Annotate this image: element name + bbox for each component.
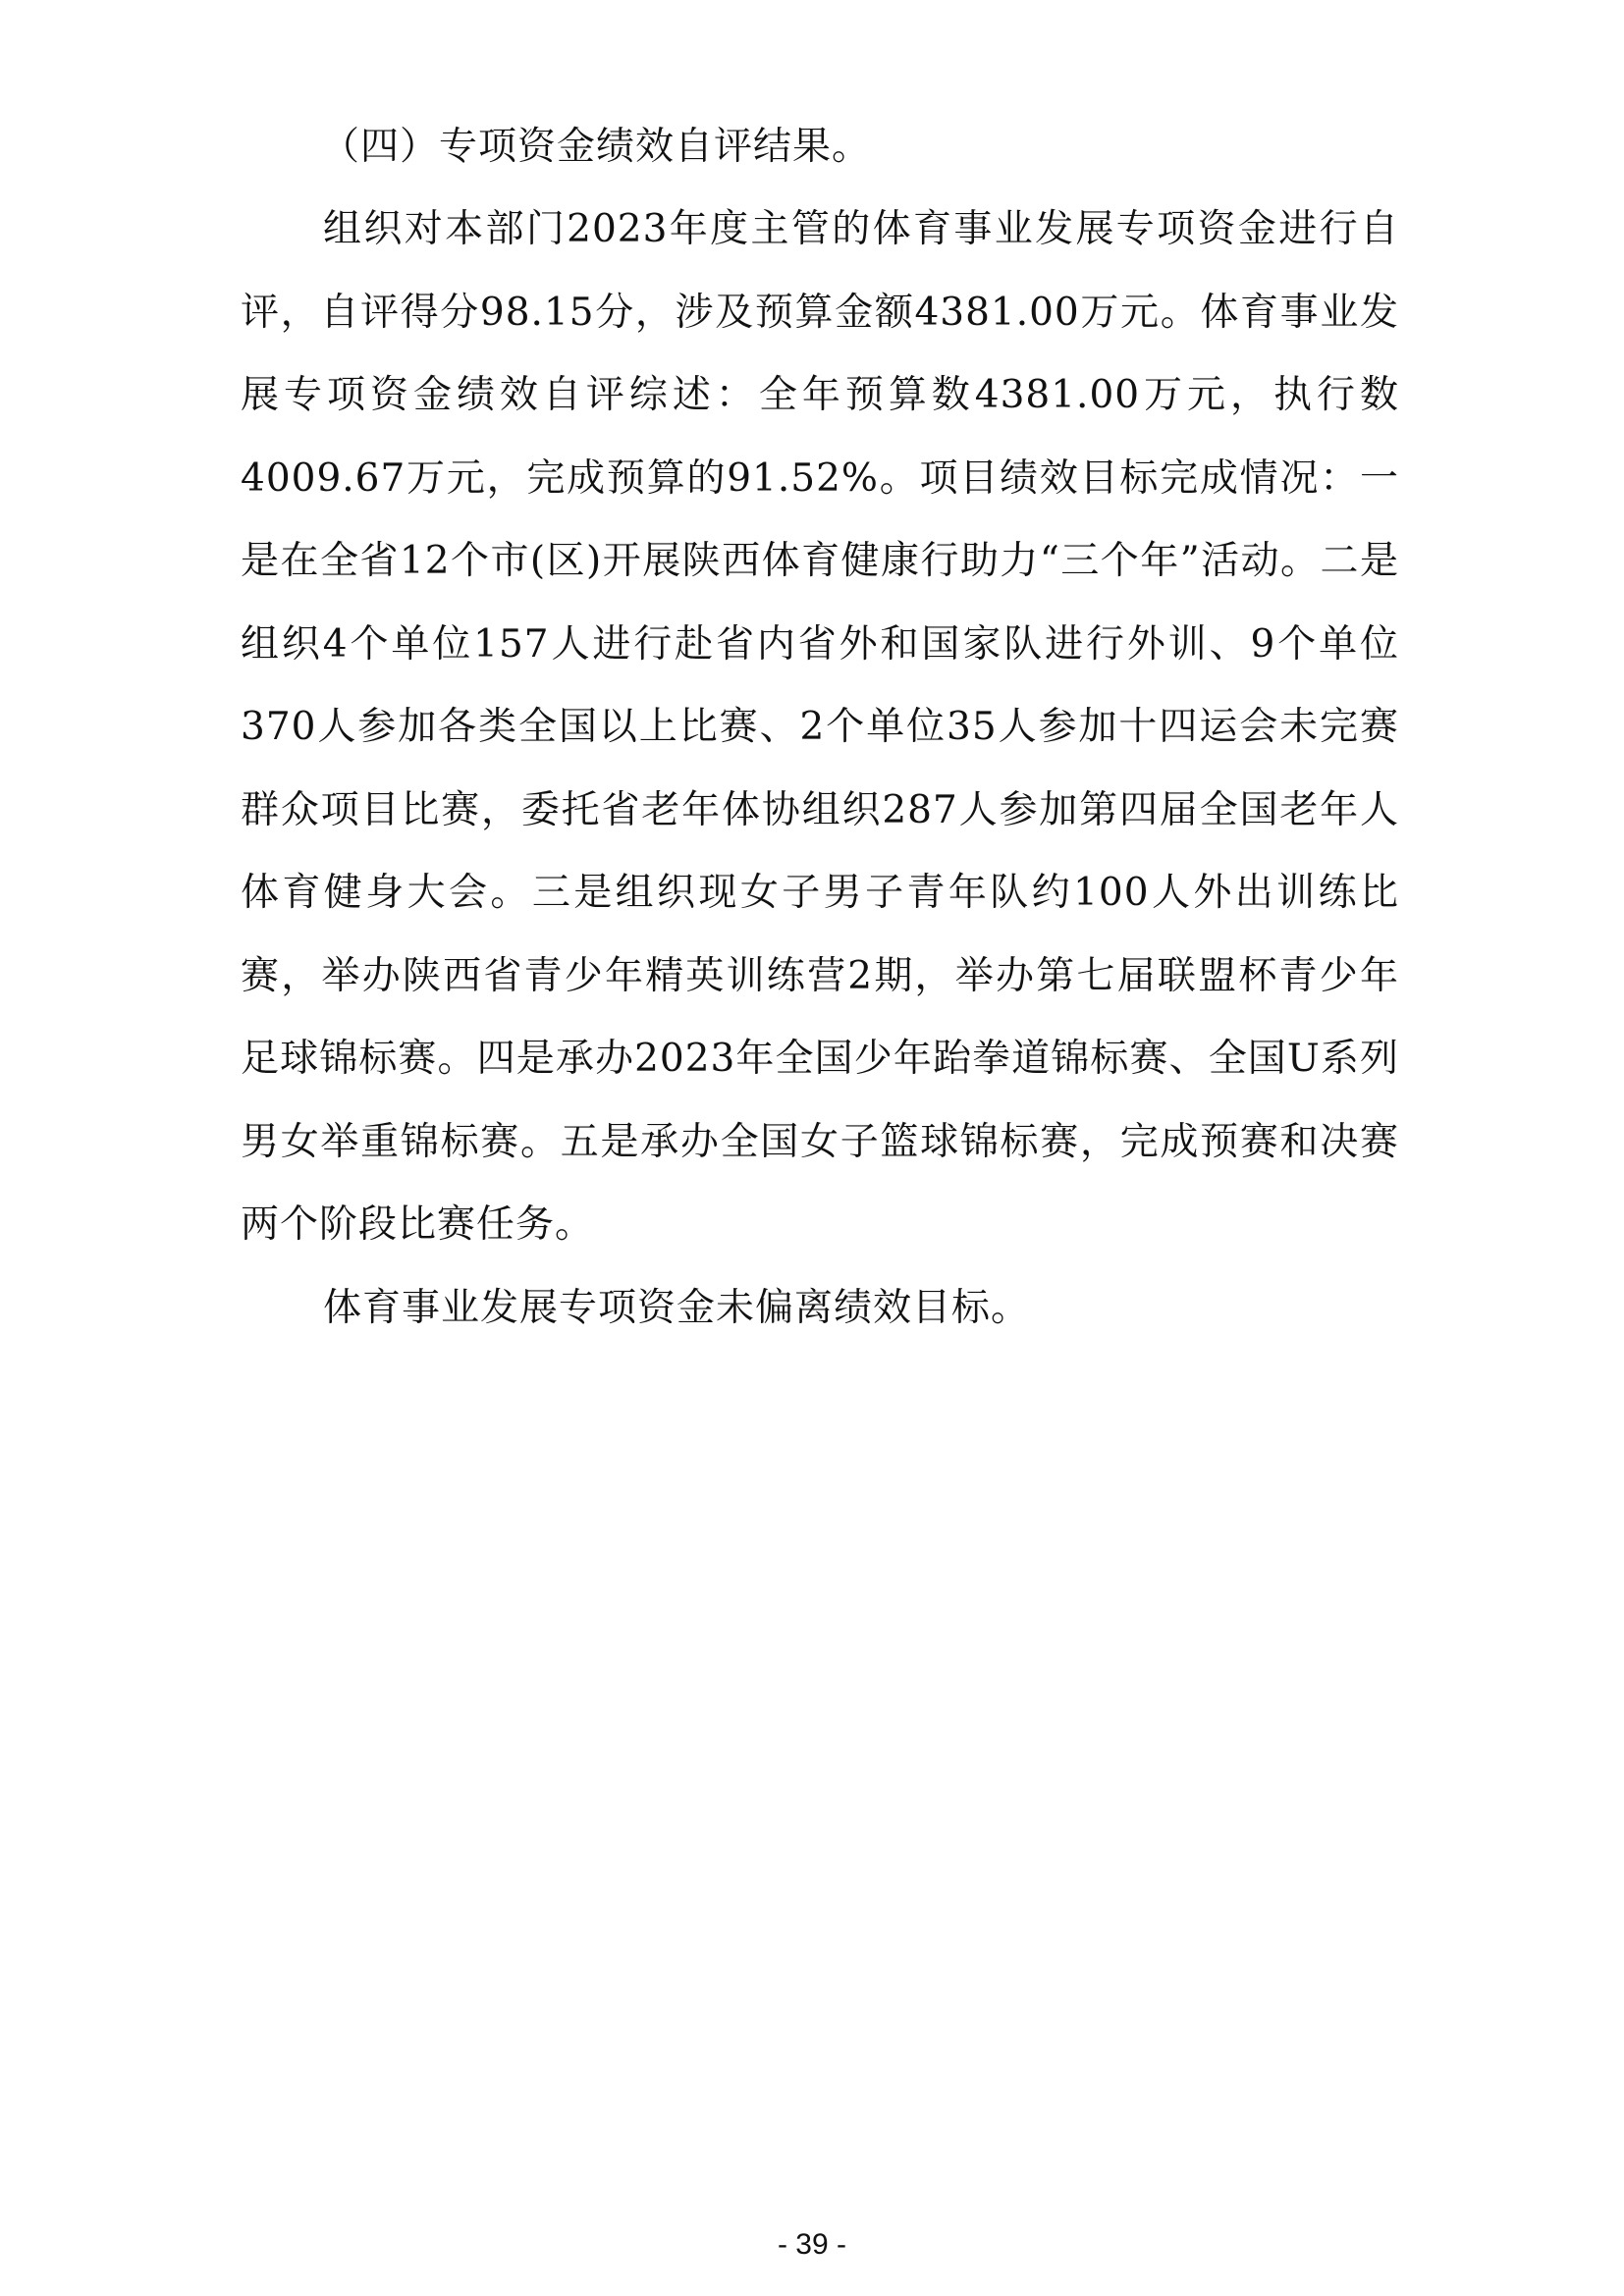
section-heading: （四）专项资金绩效自评结果。 [321, 125, 872, 169]
page-number: - 39 - [777, 2228, 847, 2261]
body-paragraph-summary: 组织对本部门2023年度主管的体育事业发展专项资金进行自评，自评得分98.15分，涉及预算金额4381.00万元。体育事业发展专项资金绩效自评综述：全年预算数4381.00万元，执行数4009.67万元，完成预算的91.52%。项目绩效目标完成情况：一是在全省12个市(区)开展陕西体育健康行助力“三个年”活动。二是组织4个单位157人进行赴省内省外和国家队进行外训、9个单位370人参加各类全国以上比赛、2个单位35人参加十四运会未完赛群众项目比赛，委托省老年体协组织287人参加第四届全国老年人体育健身大会。三是组织现女子男子青年队约100人外出训练比赛，举办陕西省青少年精英训练营2期，举办第七届联盟杯青少年足球锦标赛。四是承办2023年全国少年跆拳道锦标赛、全国U系列男女举重锦标赛。五是承办全国女子篮球锦标赛，完成预赛和决赛两个阶段比赛任务。 [241, 207, 1399, 1247]
body-paragraph-conclusion: 体育事业发展专项资金未偏离绩效目标。 [323, 1285, 1031, 1330]
document-body [241, 106, 1399, 1350]
